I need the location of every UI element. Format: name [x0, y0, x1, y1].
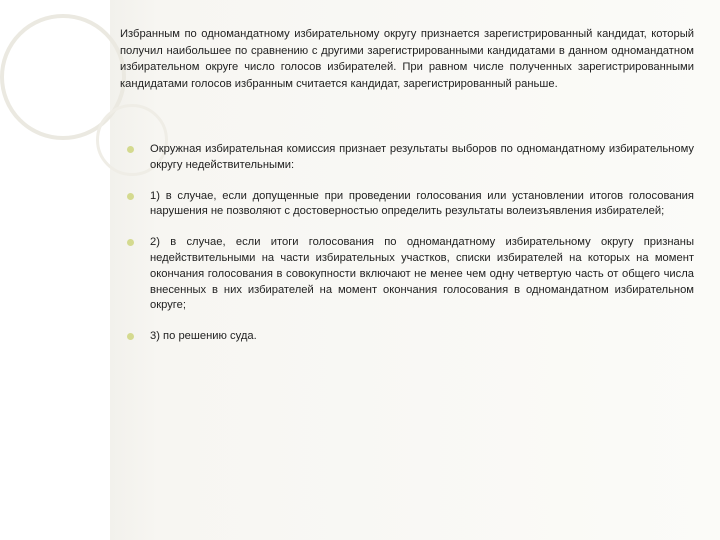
- bullet-dot-icon: [127, 239, 134, 246]
- bullet-item: [124, 329, 694, 345]
- bullet-text: 1) в случае, если допущенные при проведении голосования или установлении итогов голосования нарушения не позволяют с достоверностью определить результаты волеизъявления избирателей;: [150, 189, 694, 218]
- bullet-dot-icon: [127, 193, 134, 200]
- bullet-text: Окружная избирательная комиссия признает результаты выборов по одномандатному избирательному округу недействительными:: [150, 143, 694, 171]
- bullet-list: [124, 142, 694, 345]
- bullet-text: 3) по решению суда.: [150, 330, 257, 343]
- bullet-item: [124, 189, 694, 221]
- bullet-dot-icon: [127, 333, 134, 340]
- bullet-text: 2) в случае, если итоги голосования по одномандатному избирательному округу признаны недействительными на части избирательных участков, списки избирателей на которых на момент окончания голосования в совокупности включают не менее чем одну четвертую часть от общего числа внесенных в них избирателей на момент окончания голосования в одномандатном избирательном округе;: [150, 236, 694, 312]
- intro-paragraph: Избранным по одномандатному избирательному округу признается зарегистрированный кандидат, который получил наибольшее по сравнению с другими зарегистрированными кандидатами в данном одномандатном избирательном округе число голосов избирателей. При равном числе полученных зарегистрированными кандидатами голосов избранным считается кандидат, зарегистрированный раньше.: [120, 28, 694, 90]
- bullet-item: [124, 142, 694, 174]
- bullet-dot-icon: [127, 146, 134, 153]
- bullet-item: [124, 235, 694, 314]
